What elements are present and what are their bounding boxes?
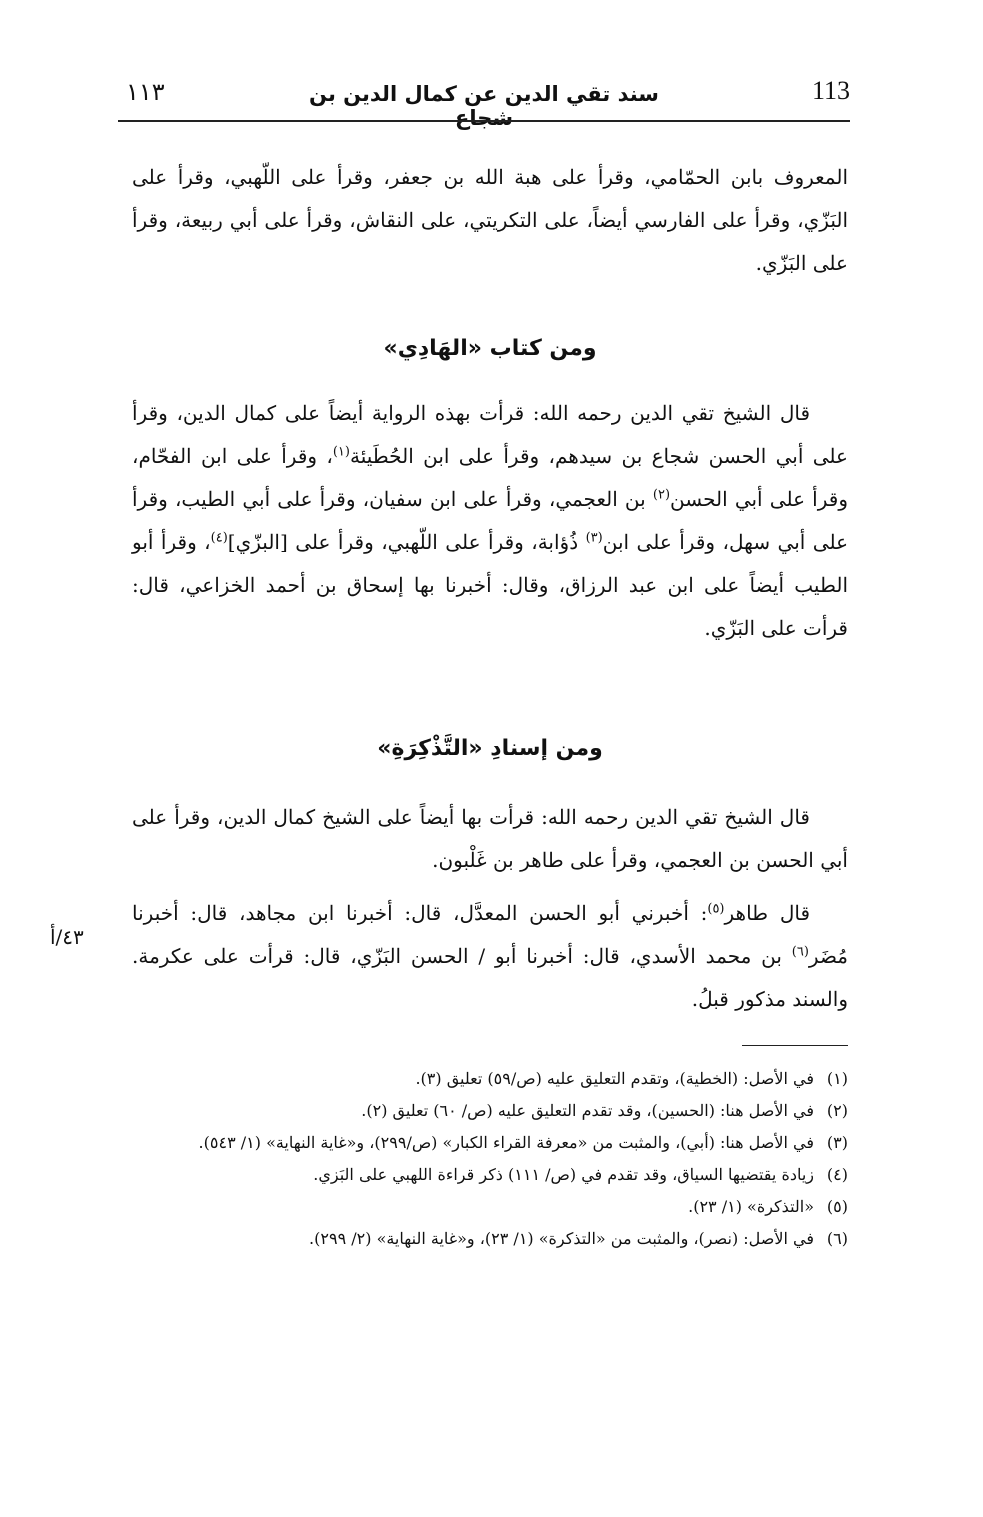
- header-rule: [118, 120, 850, 122]
- footnote-item: [132, 1161, 848, 1189]
- footnote-text: في الأصل: (الخطية)، وتقدم التعليق عليه (ص/٥٩) تعليق (٣).: [415, 1069, 814, 1088]
- paragraph-3: قال الشيخ تقي الدين رحمه الله: قرأت بها أيضاً على الشيخ كمال الدين، وقرأ على أبي الحسن بن العجمي، وقرأ على طاهر بن غَلْبون.: [132, 805, 848, 872]
- page-header: [118, 68, 850, 130]
- footnote-number: (٤): [826, 1165, 848, 1184]
- footnote-ref-1[interactable]: (١): [332, 444, 350, 460]
- manuscript-folio-note: ٤٣/أ: [50, 925, 84, 949]
- footnote-ref-5[interactable]: (٥): [707, 901, 725, 917]
- footnote-number: (٢): [826, 1101, 848, 1120]
- footnote-ref-2[interactable]: (٢): [652, 487, 671, 503]
- running-title: سند تقي الدين عن كمال الدين بن شجاع: [309, 82, 659, 130]
- paragraph-1: المعروف بابن الحمّامي، وقرأ على هبة الله بن جعفر، وقرأ على اللّهبي، وقرأ على البَزّي، وقرأ على الفارسي أيضاً، على التكريتي، على النقاش، وقرأ على أبي ربيعة، وقرأ على البَزّي.: [132, 165, 848, 275]
- footnote-text: في الأصل هنا: (أبي)، والمثبت من «معرفة القراء الكبار» (ص/٢٩٩)، و«غاية النهاية» (١/ ٥٤٣).: [198, 1133, 814, 1152]
- footnote-ref-6[interactable]: (٦): [791, 944, 809, 960]
- footnote-separator: [742, 1045, 848, 1046]
- footnote-number: (٥): [826, 1197, 848, 1216]
- footnote-ref-4[interactable]: (٤): [210, 530, 228, 546]
- footnote-ref-3[interactable]: (٣): [585, 530, 603, 546]
- footnote-text: في الأصل هنا: (الحسين)، وقد تقدم التعليق عليه (ص/ ٦٠) تعليق (٢).: [361, 1101, 814, 1120]
- footnote-item: [132, 1065, 848, 1093]
- footnote-text: في الأصل: (نصر)، والمثبت من «التذكرة» (١/ ٢٣)، و«غاية النهاية» (٢/ ٢٩٩).: [309, 1229, 814, 1248]
- footnote-item: [132, 1193, 848, 1221]
- page-number-latin: 113: [811, 76, 850, 105]
- footnote-number: (٦): [826, 1229, 848, 1248]
- footnote-item: [132, 1097, 848, 1125]
- page-number-arabic: ١١٣: [126, 78, 165, 106]
- section-2: [132, 392, 848, 650]
- footnote-number: (٣): [826, 1133, 848, 1152]
- footnote-number: (١): [826, 1069, 848, 1088]
- footnote-text: «التذكرة» (١/ ٢٣).: [688, 1197, 814, 1216]
- footnote-item: [132, 1225, 848, 1253]
- footnotes: [132, 1065, 848, 1257]
- footnote-item: [132, 1129, 848, 1157]
- heading-tadhkira: ومن إسنادِ «التَّذْكِرَةِ»: [377, 736, 603, 761]
- paragraph-2: قال الشيخ تقي الدين رحمه الله: قرأت بهذه الرواية أيضاً على كمال الدين، وقرأ على أبي الحسن شجاع بن سيدهم، وقرأ على ابن الحُطَيئة$^{(١)}$، وقرأ على ابن الفحّام، وقرأ على أبي الحسن$^{(٢)}$ بن العجمي، وقرأ على ابن سفيان، وقرأ على أبي الطيب، وقرأ على أبي سهل، وقرأ على ابن$^{(٣)}$ ذُؤابة، وقرأ على اللّهبي، وقرأ على [البزّي]$^{(٤)}$، وقرأ أبو الطيب أيضاً على ابن عبد الرزاق، وقال: أخبرنا بها إسحاق بن أحمد الخزاعي، قال: قرأت على البَزّي.: [132, 401, 849, 640]
- section-3: [132, 796, 848, 1021]
- section-1: [132, 156, 848, 285]
- footnote-text: زيادة يقتضيها السياق، وقد تقدم في (ص/ ١١١) ذكر قراءة اللهبي على البَزي.: [313, 1165, 814, 1184]
- heading-hadi: ومن كتاب «الهَادِي»: [383, 336, 597, 361]
- paragraph-4: قال طاهر$^{(٥)}$: أخبرني أبو الحسن المعدَّل، قال: أخبرنا ابن مجاهد، قال: أخبرنا مُضَر$^{(٦)}$ بن محمد الأسدي، قال: أخبرنا أبو / الحسن البَزّي، قال: قرأت على عكرمة. والسند مذكور قبلُ.: [132, 901, 849, 1011]
